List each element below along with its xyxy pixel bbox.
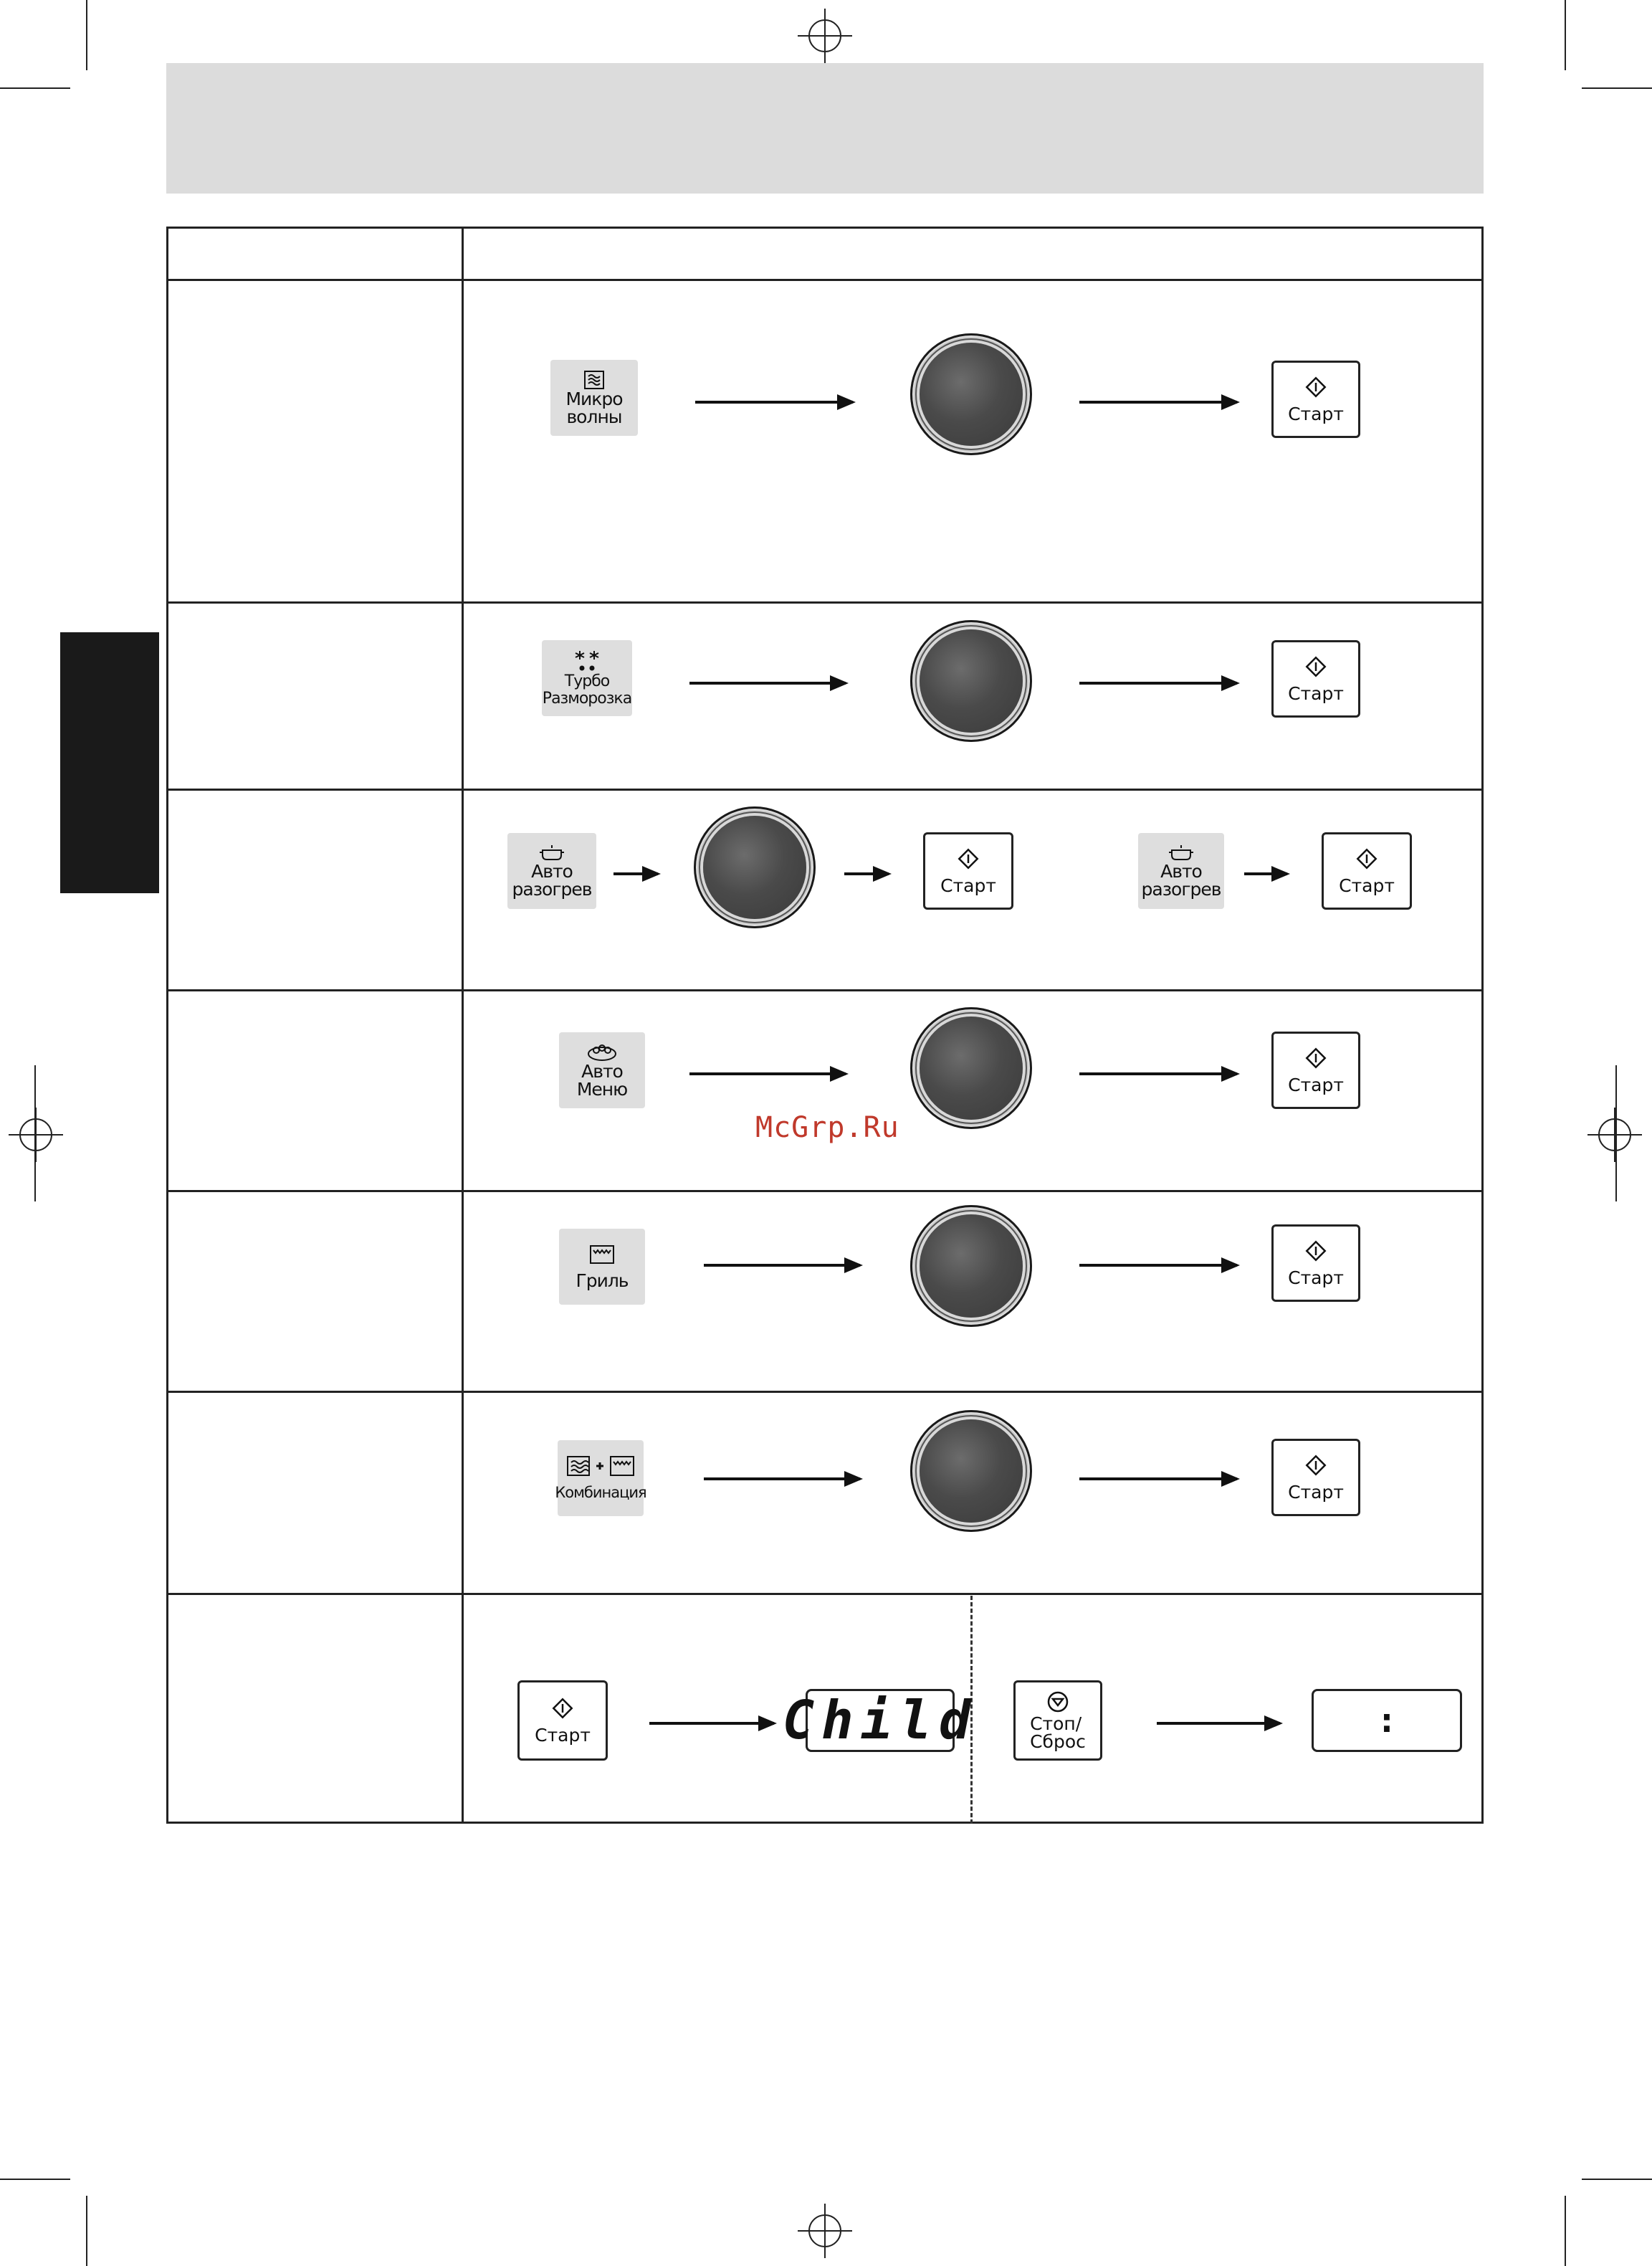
auto-reheat-button-label: Авто разогрев bbox=[512, 861, 592, 900]
start-button[interactable] bbox=[1271, 1032, 1360, 1109]
turbo-defrost-button-label: Турбо Разморозка bbox=[542, 672, 632, 708]
clock-display bbox=[1312, 1689, 1462, 1752]
rotary-dial-knob[interactable] bbox=[910, 1410, 1032, 1532]
microwave-plus-grill-icon bbox=[566, 1455, 635, 1477]
table-row-divider bbox=[166, 1190, 1484, 1192]
child-lock-display bbox=[782, 1689, 978, 1752]
start-diamond-icon bbox=[1304, 1239, 1328, 1263]
table-column-divider bbox=[462, 227, 464, 1824]
right-arrow bbox=[1079, 401, 1237, 404]
start-button-label: Старт bbox=[940, 875, 996, 896]
grill-element-icon bbox=[589, 1244, 615, 1265]
start-button-label: Старт bbox=[1288, 1074, 1344, 1095]
instruction-table bbox=[166, 227, 1484, 1824]
start-button[interactable] bbox=[1322, 832, 1412, 910]
auto-reheat-button[interactable] bbox=[1138, 833, 1224, 909]
right-arrow bbox=[704, 1264, 860, 1267]
right-arrow bbox=[689, 1072, 846, 1075]
combination-button[interactable] bbox=[555, 1440, 646, 1516]
right-arrow bbox=[1244, 872, 1287, 875]
right-arrow bbox=[844, 872, 889, 875]
watermark-text: McGrp.Ru bbox=[755, 1111, 899, 1144]
pot-icon bbox=[538, 844, 566, 862]
section-side-tab bbox=[60, 632, 159, 893]
start-diamond-icon bbox=[1304, 375, 1328, 399]
turbo-defrost-button[interactable] bbox=[542, 640, 632, 716]
table-row-divider bbox=[166, 1391, 1484, 1393]
registration-mark-left bbox=[9, 1108, 63, 1162]
start-diamond-icon bbox=[1304, 1046, 1328, 1070]
stop-circle-icon bbox=[1046, 1690, 1069, 1713]
combination-button-label: Комбинация bbox=[555, 1483, 646, 1501]
right-arrow bbox=[1157, 1722, 1280, 1725]
rotary-dial-knob[interactable] bbox=[910, 1007, 1032, 1129]
snowflake-drops-icon bbox=[573, 649, 601, 673]
start-button[interactable] bbox=[1271, 1224, 1360, 1302]
micro-button[interactable] bbox=[550, 360, 638, 436]
rotary-dial-knob[interactable] bbox=[910, 1205, 1032, 1327]
table-row-divider bbox=[166, 789, 1484, 791]
dish-icon bbox=[586, 1042, 618, 1062]
stop-reset-button-label: Стоп/ Сброс bbox=[1030, 1713, 1086, 1752]
start-button-label: Старт bbox=[1288, 682, 1344, 704]
auto-menu-button[interactable] bbox=[559, 1032, 645, 1108]
table-row-divider bbox=[166, 279, 1484, 281]
start-button[interactable] bbox=[1271, 361, 1360, 438]
grill-button-label: Гриль bbox=[576, 1270, 629, 1291]
right-arrow bbox=[649, 1722, 774, 1725]
auto-reheat-button[interactable] bbox=[507, 833, 596, 909]
start-button[interactable] bbox=[517, 1680, 608, 1761]
table-row-divider bbox=[166, 601, 1484, 604]
start-diamond-icon bbox=[1304, 1453, 1328, 1477]
right-arrow bbox=[704, 1477, 860, 1480]
rotary-dial-knob[interactable] bbox=[910, 333, 1032, 455]
rotary-dial-knob[interactable] bbox=[694, 806, 816, 928]
auto-menu-button-label: Авто Меню bbox=[576, 1061, 628, 1100]
right-arrow bbox=[1079, 1477, 1237, 1480]
pot-icon bbox=[1167, 844, 1195, 862]
clock-display-colon: : bbox=[1376, 1700, 1398, 1741]
registration-mark-right bbox=[1587, 1108, 1642, 1162]
right-arrow bbox=[695, 401, 853, 404]
table-row-divider bbox=[166, 1593, 1484, 1595]
right-arrow bbox=[1079, 1072, 1237, 1075]
right-arrow bbox=[1079, 1264, 1237, 1267]
table-row-divider bbox=[166, 989, 1484, 991]
rotary-dial-knob[interactable] bbox=[910, 620, 1032, 742]
registration-mark-bottom bbox=[798, 2204, 852, 2258]
start-button-label: Старт bbox=[1288, 403, 1344, 424]
start-diamond-icon bbox=[1355, 847, 1379, 871]
start-button-label: Старт bbox=[1339, 875, 1395, 896]
auto-reheat-button-label: Авто разогрев bbox=[1141, 861, 1221, 900]
start-button-label: Старт bbox=[1288, 1481, 1344, 1503]
start-button[interactable] bbox=[923, 832, 1013, 910]
start-diamond-icon bbox=[1304, 654, 1328, 679]
start-diamond-icon bbox=[550, 1696, 575, 1720]
grill-button[interactable] bbox=[559, 1229, 645, 1305]
start-diamond-icon bbox=[956, 847, 980, 871]
child-lock-display-text: Child bbox=[782, 1690, 978, 1751]
right-arrow bbox=[1079, 682, 1237, 685]
microwave-waves-icon bbox=[583, 370, 605, 390]
right-arrow bbox=[689, 682, 846, 685]
start-button-label: Старт bbox=[1288, 1267, 1344, 1288]
registration-mark-top bbox=[798, 9, 852, 63]
start-button-label: Старт bbox=[535, 1724, 591, 1746]
start-button[interactable] bbox=[1271, 640, 1360, 718]
micro-button-label: Микро волны bbox=[565, 389, 623, 427]
header-band bbox=[166, 63, 1484, 194]
start-button[interactable] bbox=[1271, 1439, 1360, 1516]
stop-reset-button[interactable] bbox=[1013, 1680, 1102, 1761]
right-arrow bbox=[613, 872, 658, 875]
